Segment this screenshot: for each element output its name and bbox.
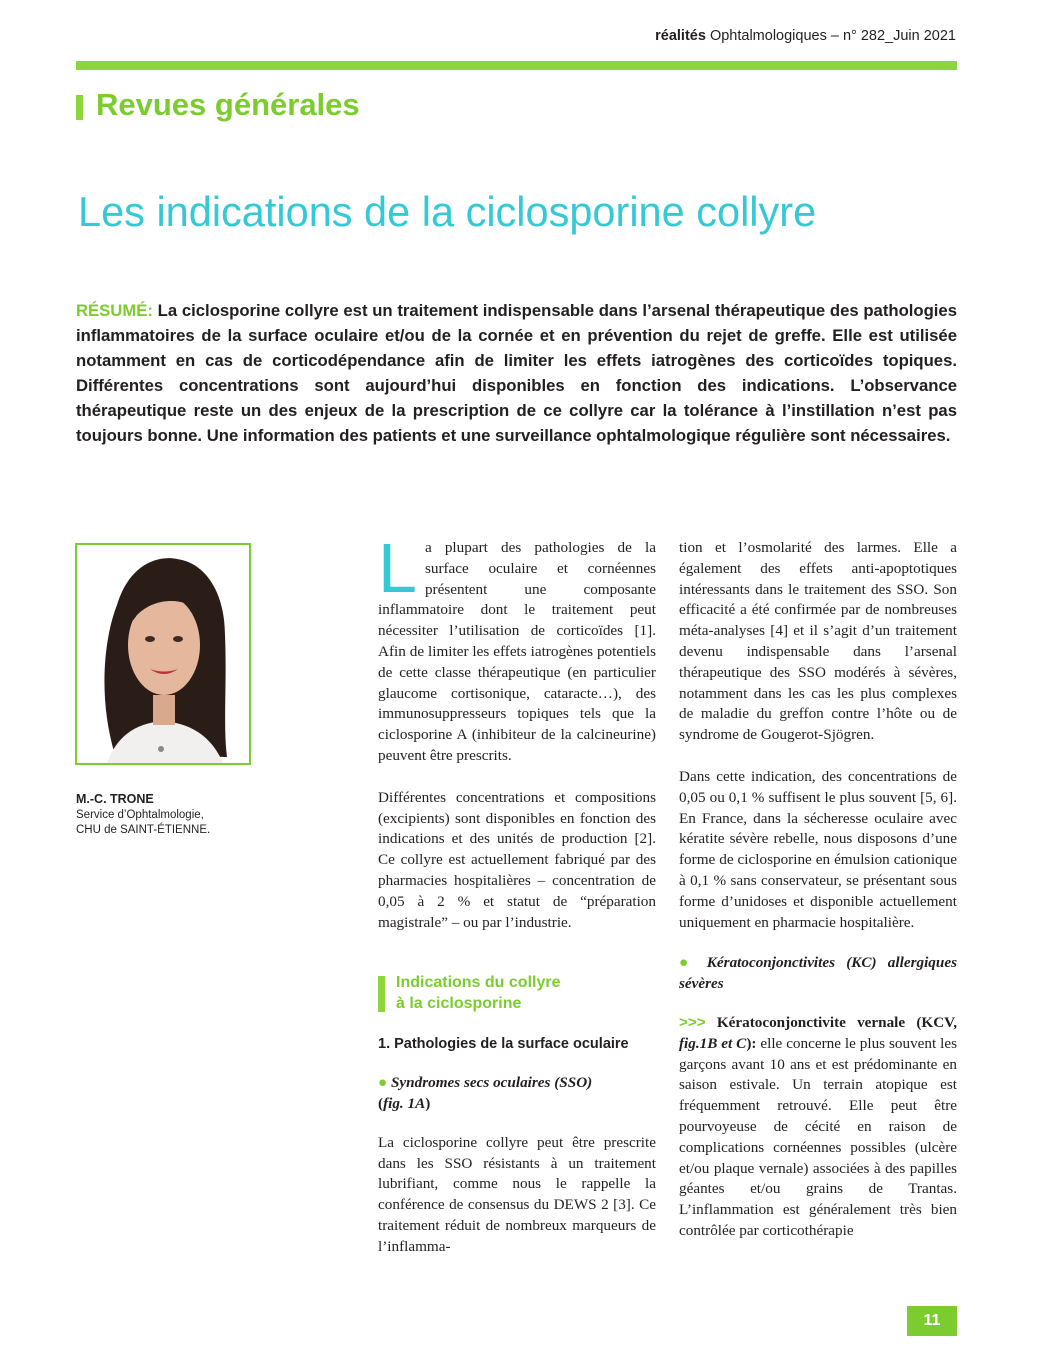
- section-marker: [76, 95, 83, 120]
- body-column-2: [679, 538, 957, 1242]
- body-column-1: [378, 529, 656, 1258]
- subheading-marker: [378, 976, 385, 1012]
- kcv-label: Kératoconjonctivite vernale (KCV,: [716, 1013, 957, 1031]
- abstract-label: RÉSUMÉ:: [76, 301, 153, 320]
- author-name: M.-C. TRONE: [76, 792, 154, 806]
- author-photo: [75, 543, 251, 765]
- subheading-line: à la ciclosporine: [396, 994, 522, 1012]
- subheading-line: Indications du collyre: [396, 974, 561, 992]
- paragraph-intro: [378, 529, 656, 767]
- bullet-icon: ●: [378, 1074, 388, 1092]
- header-rule: [76, 61, 957, 70]
- paren: ): [425, 1094, 431, 1112]
- figure-ref: fig.1B et C: [679, 1034, 747, 1052]
- sso-heading-text: Syndromes secs oculaires (SSO): [390, 1074, 593, 1092]
- affiliation-line: CHU de SAINT-ÉTIENNE.: [76, 824, 211, 836]
- paragraph: La ciclosporine collyre peut être prescrite dans les SSO résistants à un traitement lubrifiant, comme nous le rappelle la conférence de consensus du DEWS 2 [3]. Ce traitement réduit de nombreux marqueurs de l’inflamma-: [378, 1133, 656, 1255]
- paragraph-text: a plupart des pathologies de la surface oculaire et cornéennes présentent une composante inflammatoire dont le traitement peut nécessiter l’utilisation de corticoïdes [1]. Afin de limiter les effets iatrogènes potentiels de cette classe thérapeutique (en particulier glaucome cortisonique, cataracte…), des immunosuppresseurs topiques tels que la ciclosporine A (inhibiteur de la calcineurine) peuvent être prescrits.: [378, 539, 656, 764]
- journal-name: réalités: [655, 28, 706, 44]
- subsubsection-heading: 1. Pathologies de la surface oculaire: [378, 1036, 629, 1053]
- abstract: [76, 298, 957, 448]
- arrows-icon: >>>: [679, 1013, 706, 1031]
- sso-heading: [378, 1073, 656, 1115]
- paragraph-text: elle concerne le plus souvent les garçons avant 10 ans et est prédominante en saison estivale. Un terrain atopique est fréquemment retrouvé. Elle peut être pourvoyeuse de cécité en raison de complications cornéennes possibles (ulcère et/ou plaque vernale) associées à des papilles géantes et/ou grains de Trantas. L’inflammation est généralement très bien contrôlée par corticothérapie: [679, 1034, 958, 1239]
- subsection-heading: [378, 973, 656, 1014]
- kc-heading-text: Kératoconjonctivites (KC) allergiques sévères: [679, 954, 957, 993]
- article-title: Les indications de la ciclosporine collyre: [78, 188, 817, 235]
- page-number: 11: [907, 1306, 957, 1336]
- abstract-text: La ciclosporine collyre est un traitement indispensable dans l’arsenal thérapeutique des pathologies inflammatoires de la surface oculaire et/ou de la cornée et en prévention du rejet de greffe. Elle est utilisée notamment en cas de corticodépendance afin de limiter les effets iatrogènes des corticoïdes topiques. Différentes concentrations sont aujourd’hui disponibles en fonction des indications. L’observance thérapeutique reste un des enjeux de la prescription de ce collyre car la tolérance à l’instillation n’est pas toujours bonne. Une information des patients et une surveillance ophtalmologique régulière sont nécessaires.: [76, 301, 957, 445]
- dropcap: L: [378, 529, 417, 607]
- paragraph: tion et l’osmolarité des larmes. Elle a également des effets anti-apoptotiques intéressants dans le traitement des SSO. Son efficacité a été confirmée par de nombreuses méta-analyses [4] et il s’agit d’un traitement devenu indispensable dans l’arsenal thérapeutique des SSO modérés à sévères, notamment dans les cas les plus complexes de maladie du greffon contre l’hôte ou de syndrome de Gougerot-Sjögren.: [679, 539, 957, 744]
- kc-heading: [679, 953, 957, 995]
- paragraph: Différentes concentrations et compositions (excipients) sont disponibles en fonction des indications et des unités de production [2]. Ce collyre est actuellement fabriqué par des pharmacies hospitalières – concentration de 0,05 à 2 % et statut de “préparation magistrale” – ou par l’industrie.: [378, 788, 656, 931]
- bullet-icon: ●: [679, 954, 696, 972]
- running-header: [655, 28, 956, 44]
- paren: ):: [746, 1034, 757, 1052]
- section-title: Revues générales: [96, 87, 360, 122]
- paragraph: [679, 1013, 957, 1242]
- author-portrait-image: [77, 545, 249, 763]
- issue-info: Ophtalmologiques – n° 282_Juin 2021: [709, 28, 956, 44]
- author-affiliation: [76, 808, 210, 838]
- figure-ref: fig. 1A: [383, 1094, 426, 1112]
- paren: (: [378, 1094, 384, 1112]
- affiliation-line: Service d’Ophtalmologie,: [76, 809, 204, 821]
- paragraph: Dans cette indication, des concentrations de 0,05 ou 0,1 % suffisent le plus souvent [5, 6]. En France, dans la sécheresse oculaire avec kératite sévère rebelle, nous disposons d’une forme de ciclosporine en émulsion cationique à 0,1 % sans conservateur, se présentant sous forme d’unidoses et disponible actuellement uniquement en pharmacie hospitalière.: [679, 767, 957, 931]
